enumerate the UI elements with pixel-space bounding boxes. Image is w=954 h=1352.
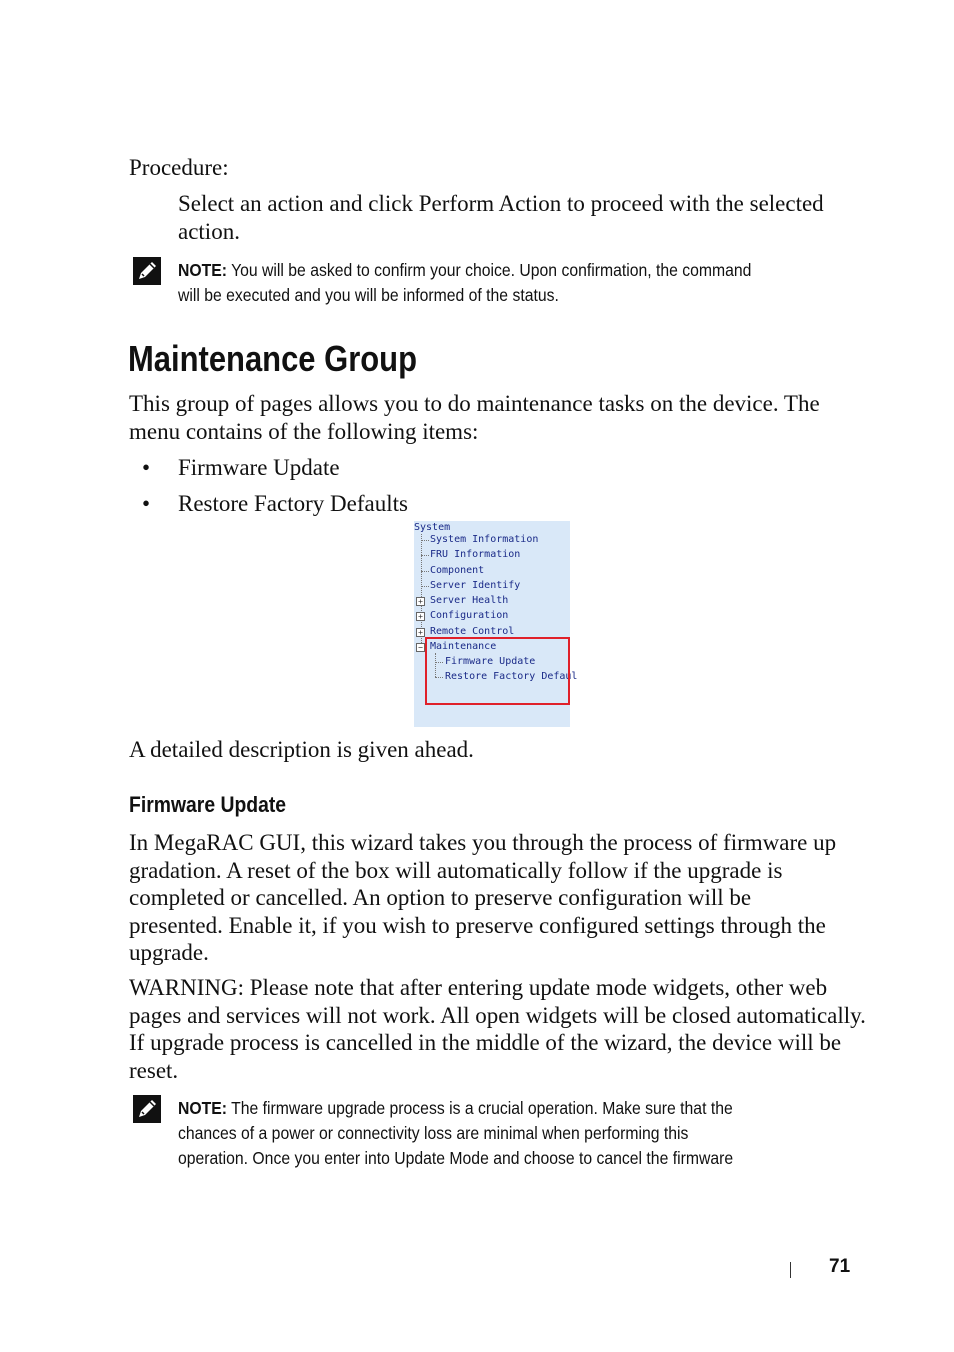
- section-intro-line: menu contains of the following items:: [129, 418, 479, 444]
- paragraph-line: upgrade.: [129, 940, 209, 965]
- page-number: 71: [829, 1256, 851, 1277]
- bullet-item: • Firmware Update: [142, 455, 340, 480]
- section-intro: [129, 390, 820, 445]
- procedure-label: Procedure:: [129, 155, 229, 180]
- description-text: A detailed description is given ahead.: [129, 737, 474, 762]
- note-pencil-icon: [132, 256, 162, 286]
- tree-item-server-health: Server Health: [430, 595, 509, 606]
- tree-item-configuration: Configuration: [430, 610, 509, 621]
- note-text-line: The firmware upgrade process is a crucial operation. Make sure that the: [231, 1098, 733, 1118]
- note-label: NOTE:: [178, 260, 228, 280]
- note-1: [178, 258, 751, 308]
- section-title: Maintenance Group: [128, 338, 418, 379]
- tree-root: System: [414, 522, 451, 533]
- tree-item-server-identify: Server Identify: [430, 580, 521, 591]
- highlight-box: [425, 637, 570, 705]
- note-pencil-icon: [132, 1094, 162, 1124]
- tree-connector: [421, 540, 429, 541]
- bullet-dot: •: [142, 491, 151, 516]
- footer-divider: [790, 1262, 791, 1278]
- paragraph-line: presented. Enable it, if you wish to preserve configured settings through the: [129, 912, 826, 938]
- subsection-title: Firmware Update: [129, 792, 287, 817]
- procedure-step-line: Select an action and click Perform Action to proceed with the selected: [178, 191, 824, 216]
- paragraph-line: completed or cancelled. An option to preserve configuration will be: [129, 885, 752, 910]
- paragraph-line: In MegaRAC GUI, this wizard takes you through the process of firmware up: [129, 830, 837, 855]
- note-text-line: will be executed and you will be informed of the status.: [178, 285, 559, 305]
- tree-connector: [421, 571, 429, 572]
- section-intro-line: This group of pages allows you to do maintenance tasks on the device. The: [129, 391, 820, 416]
- bullet-item: • Restore Factory Defaults: [142, 491, 408, 516]
- tree-item-fru-information: FRU Information: [430, 549, 521, 560]
- expand-plus-icon: +: [416, 628, 425, 637]
- tree-item-remote-control: Remote Control: [430, 626, 515, 637]
- procedure-step: [178, 190, 824, 245]
- procedure-step-line: action.: [178, 218, 240, 244]
- tree-connector: [421, 586, 429, 587]
- collapse-minus-icon: −: [416, 643, 425, 652]
- paragraph-line: gradation. A reset of the box will automatically follow if the upgrade is: [129, 857, 783, 883]
- note-2: [178, 1096, 733, 1171]
- paragraph-line: If upgrade process is cancelled in the middle of the wizard, the device will be: [129, 1030, 842, 1055]
- tree-item-system-information: System Information: [430, 534, 539, 545]
- paragraph-line: reset.: [129, 1057, 179, 1083]
- menu-tree-screenshot: [414, 521, 578, 727]
- tree-item-restore-factory-defaults: Restore Factory Defaul: [445, 671, 578, 682]
- tree-item-component: Component: [430, 565, 485, 576]
- note-label: NOTE:: [178, 1098, 228, 1118]
- warning-paragraph: [129, 974, 866, 1084]
- bullet-dot: •: [142, 455, 151, 480]
- warning-label: WARNING:: [129, 975, 244, 1000]
- note-text-line: operation. Once you enter into Update Mode and choose to cancel the firmware: [178, 1148, 734, 1168]
- paragraph-line: Please note that after entering update mode widgets, other web: [249, 975, 828, 1000]
- note-text-line: You will be asked to confirm your choice. Upon confirmation, the command: [231, 260, 752, 280]
- tree-item-firmware-update: Firmware Update: [445, 656, 536, 667]
- firmware-paragraph: [129, 829, 836, 967]
- tree-item-maintenance: Maintenance: [430, 641, 497, 652]
- tree-connector: [421, 555, 429, 556]
- note-text-line: chances of a power or connectivity loss are minimal when performing this: [178, 1123, 689, 1143]
- paragraph-line: pages and services will not work. All open widgets will be closed automatically.: [129, 1002, 866, 1028]
- expand-plus-icon: +: [416, 597, 425, 606]
- expand-plus-icon: +: [416, 612, 425, 621]
